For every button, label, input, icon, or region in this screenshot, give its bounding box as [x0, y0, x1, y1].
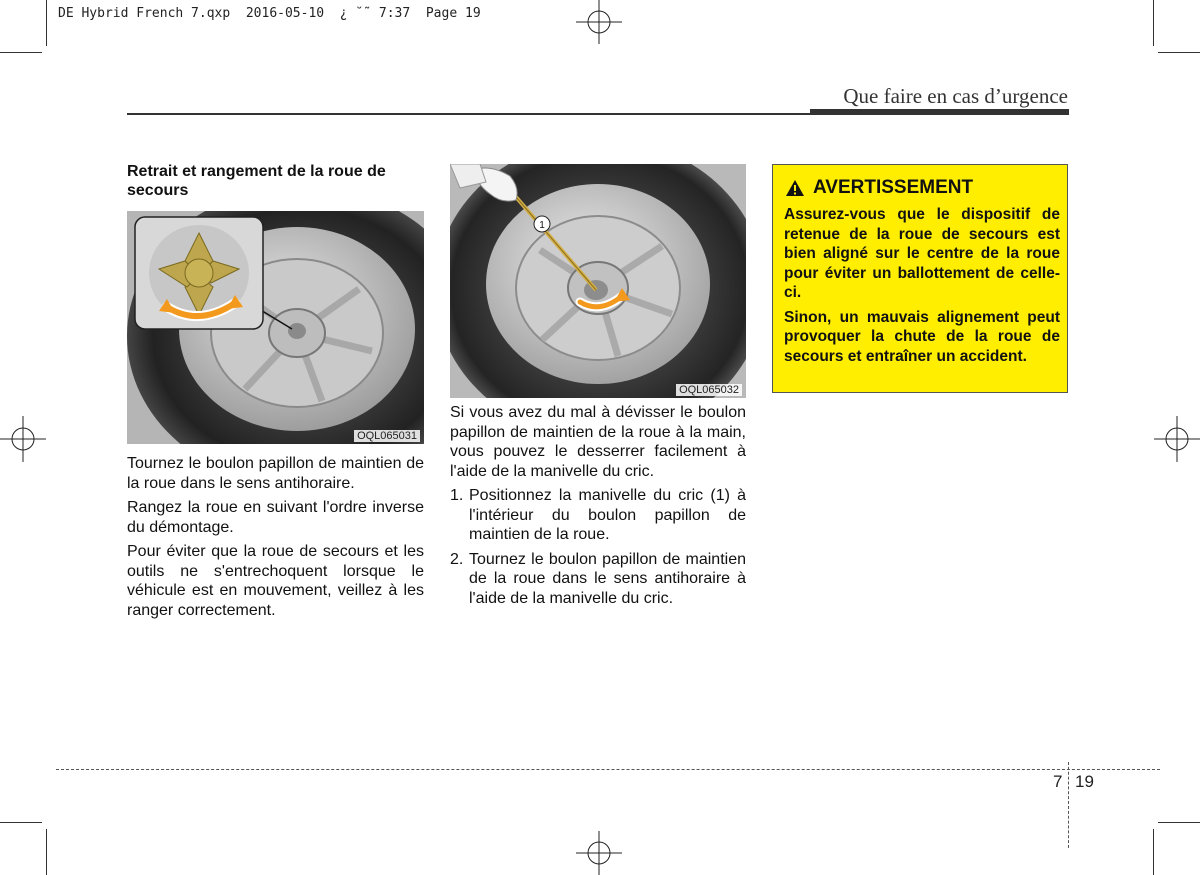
jack-handle-figure [450, 164, 746, 398]
crop-mark [46, 0, 47, 46]
list-item [450, 486, 746, 545]
chapter-number: 7 [1053, 772, 1063, 791]
warning-box [772, 164, 1068, 393]
warning-paragraph: Sinon, un mauvais alignement peut provoquer la chute de la roue de secours et entraîner un accident. [784, 308, 1060, 365]
warning-title: AVERTISSEMENT [813, 177, 974, 198]
header-rule [127, 113, 810, 115]
crop-mark [1158, 52, 1200, 53]
warning-header [785, 177, 973, 199]
step-number: 1. [450, 487, 464, 504]
jack-handle-illustration [450, 164, 746, 398]
body-paragraph: Rangez la roue en suivant l'ordre inverse du démontage. [127, 499, 424, 536]
warning-body [784, 205, 1060, 371]
spare-wheel-illustration [127, 211, 424, 444]
intro-paragraph: Si vous avez du mal à dévisser le boulon papillon de maintien de la roue à la main, vous pouvez le desserrer facilement à l'aide de la manivelle du cric. [450, 404, 746, 480]
step-list [450, 486, 746, 608]
left-column-body [127, 454, 424, 625]
step-text: Positionnez la manivelle du cric (1) à l'intérieur du boulon papillon de maintien de la roue. [469, 487, 746, 543]
step-text: Tournez le boulon papillon de maintien de la roue dans le sens antihoraire à l'aide de la manivelle du cric. [469, 550, 746, 607]
registration-mark-icon [574, 831, 624, 875]
footer-rule [56, 769, 1160, 770]
crop-mark [0, 52, 42, 53]
chapter-title: Que faire en cas d’urgence [843, 84, 1068, 108]
crop-mark [1153, 829, 1154, 875]
registration-mark-icon [1154, 414, 1200, 464]
header-rule-accent [810, 109, 1069, 115]
figure-code: OQL065032 [676, 384, 742, 396]
crop-mark [1158, 822, 1200, 823]
registration-mark-icon [574, 0, 624, 44]
registration-mark-icon [0, 414, 46, 464]
figure-code: OQL065031 [354, 430, 420, 442]
section-heading: Retrait et rangement de la roue de secours [127, 163, 386, 199]
step-number: 2. [450, 550, 464, 568]
footer-divider [1068, 762, 1069, 848]
crop-mark [1153, 0, 1154, 46]
crop-mark [0, 822, 42, 823]
print-slug: DE Hybrid French 7.qxp 2016-05-10 ¿ ˘˜ 7:37 Page 19 [58, 6, 481, 21]
page-number: 19 [1075, 772, 1094, 791]
list-item [450, 550, 746, 609]
spare-wheel-figure [127, 211, 424, 444]
warning-paragraph: Assurez-vous que le dispositif de retenue de la roue de secours est bien aligné sur le centre de la roue pour éviter un ballottement de celle-ci. [784, 206, 1060, 301]
middle-column-body [450, 403, 746, 613]
crop-mark [46, 829, 47, 875]
callout-label: 1 [539, 220, 545, 231]
body-paragraph: Tournez le boulon papillon de maintien de la roue dans le sens antihoraire. [127, 455, 424, 492]
warning-triangle-icon [785, 179, 805, 197]
body-paragraph: Pour éviter que la roue de secours et les outils ne s'entrechoquent lorsque le véhicule est en mouvement, veillez à les ranger correctement. [127, 543, 424, 619]
